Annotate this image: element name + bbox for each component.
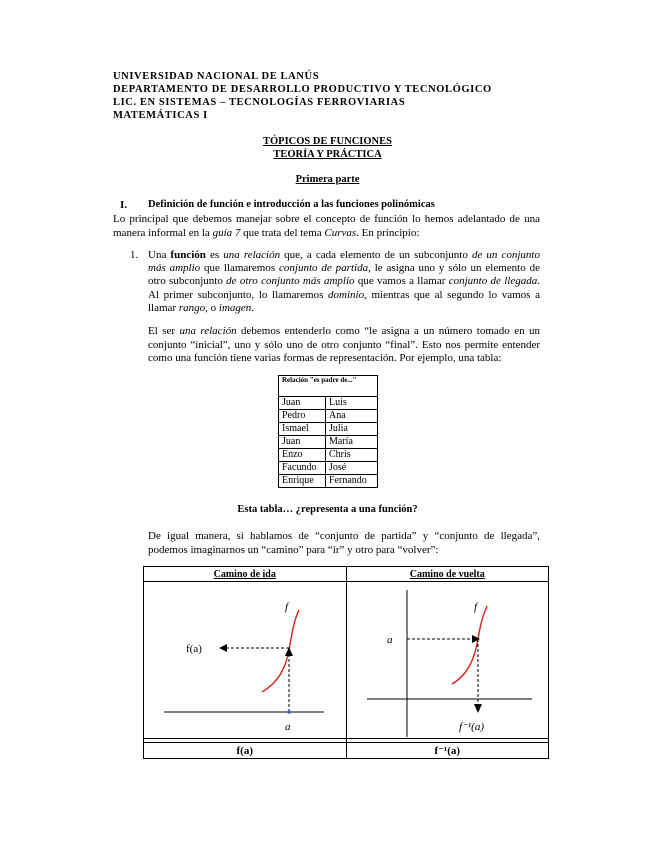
section-number: I. <box>120 199 128 211</box>
function-curve <box>262 610 299 692</box>
table-row: Ismael Julia <box>279 423 378 436</box>
relation-table <box>278 375 378 488</box>
function-definition: Una función es una relación que, a cada elemento de un subconjunto de un conjunto más amplio que llamaremos conjunto de partida, le asigna uno y sólo un elemento de otro subconjunto de otro conjunto más amplio que vamos a llamar conjunto de llegada. Al primer subconjunto, lo llamaremos dominio, mientras que al segundo lo vamos a llamar rango, o imagen. <box>148 249 540 314</box>
label-finv-a: f⁻¹(a) <box>458 721 484 733</box>
university-name: UNIVERSIDAD NACIONAL DE LANÚS <box>113 71 320 82</box>
label-f: f <box>285 601 289 613</box>
table-row: Pedro Ana <box>279 410 378 423</box>
forward-footer-cell <box>144 739 347 759</box>
paths-diagram <box>143 566 549 759</box>
doc-subtitle: TEORÍA Y PRÁCTICA <box>273 149 382 160</box>
doc-title: TÓPICOS DE FUNCIONES <box>263 136 392 147</box>
forward-path-graph <box>144 582 344 737</box>
point-a <box>287 710 291 714</box>
career-name: LIC. EN SISTEMAS – TECNOLOGÍAS FERROVIARIAS <box>113 97 406 108</box>
label-a: a <box>386 634 392 646</box>
section-title: Definición de función e introducción a las funciones polinómicas <box>148 199 435 210</box>
return-footer-cell <box>346 739 549 759</box>
return-footer-formula: f⁻¹(a) <box>434 745 461 757</box>
return-path-cell <box>346 582 549 739</box>
function-curve <box>452 606 487 684</box>
forward-path-header: Camino de ida <box>144 567 347 582</box>
return-path-graph <box>347 582 547 737</box>
table-row: Enrique Fernando <box>279 475 378 488</box>
paths-paragraph: De igual manera, si hablamos de “conjunto de partida” y “conjunto de llegada”, podemos imaginarnos un “camino” para “ir” y otro para “volver”: <box>148 530 540 556</box>
subject-name: MATEMÁTICAS I <box>113 110 208 121</box>
table-row: Juan María <box>279 436 378 449</box>
table-row: Enzo Chris <box>279 449 378 462</box>
label-f: f <box>473 601 477 613</box>
down-arrow-icon <box>474 704 482 713</box>
table-row: Facundo José <box>279 462 378 475</box>
table-header: Relación "es padre de..." <box>279 376 378 397</box>
label-fa: f(a) <box>186 643 202 655</box>
table-row: Juan Luis <box>279 397 378 410</box>
forward-path-cell <box>144 582 347 739</box>
forward-footer-formula: f(a) <box>236 744 253 757</box>
relation-paragraph: El ser una relación debemos entenderlo como “le asigna a un número tomado en un conjunto “inicial”, uno y sólo uno de otro conjunto “final”. Esto nos permite entender como una función tiene varias formas de representación. Por ejemplo, una tabla: <box>148 325 540 364</box>
question-heading: Esta tabla… ¿representa a una función? <box>237 504 418 515</box>
left-arrow-icon <box>219 644 227 652</box>
department-name: DEPARTAMENTO DE DESARROLLO PRODUCTIVO Y TECNOLÓGICO <box>113 84 492 95</box>
return-path-header: Camino de vuelta <box>346 567 549 582</box>
intro-paragraph: Lo principal que debemos manejar sobre el concepto de función lo hemos adelantado de una manera informal en la guía 7 que trata del tema Curvas. En principio: <box>113 213 540 239</box>
label-a: a <box>285 721 291 733</box>
part-title: Primera parte <box>295 174 360 185</box>
item-number: 1. <box>130 249 139 261</box>
